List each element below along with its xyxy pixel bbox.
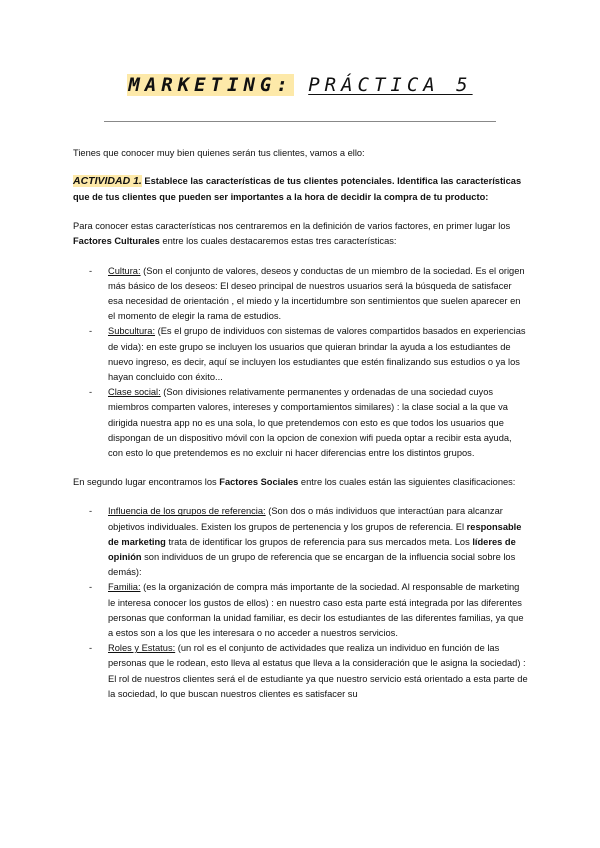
item-text: (es la organización de compra más importante de la sociedad. Al responsable de marketing le interesa conocer los gustos de ellos) : en nuestro caso esta parte está integrada por las diferentes personas que conforman la unidad familiar, es decir los estudiantes de las diferentes familias, ya que a estos son a los que les interesara o no acceder a nuestros servicios. — [108, 582, 524, 639]
dash-bullet: - — [89, 506, 93, 517]
social-intro-post: entre los cuales están las siguientes clasificaciones: — [298, 477, 516, 488]
item-bold: responsable de marketing — [108, 521, 522, 547]
item-text: trata de identificar los grupos de referencia para sus mercados meta. Los — [165, 536, 473, 547]
dash-bullet: - — [89, 387, 93, 398]
item-text: son individuos de un grupo de referencia que se encargan de la influencia social sobre los demás): — [108, 552, 516, 578]
title-main: MARKETING: — [128, 74, 293, 96]
social-intro-bold: Factores Sociales — [219, 477, 299, 488]
item-term: Familia: — [108, 582, 141, 593]
social-factors-list — [73, 504, 528, 702]
title-divider — [104, 121, 496, 122]
item-text: (Son dos o más individuos que interactúan para alcanzar objetivos individuales. Existen los grupos de pertenencia y los grupos de referencia. El — [108, 506, 503, 532]
activity-label: ACTIVIDAD 1. — [73, 175, 142, 188]
cultural-intro-bold: Factores Culturales — [73, 236, 160, 247]
dash-bullet: - — [89, 643, 93, 654]
list-item — [73, 641, 528, 702]
item-text: (Son el conjunto de valores, deseos y conductas de un miembro de la sociedad. Es el origen más básico de los deseos: El deseo principal de nuestros usuarios será la búsqueda de satisfacer esa necesidad de orientación , el miedo y la incertidumbre son sentimientos que suelen aparecer en el momento de elegir la rama de estudios. — [108, 265, 525, 322]
social-intro-pre: En segundo lugar encontramos los — [73, 477, 220, 488]
list-item — [73, 580, 528, 641]
list-item — [73, 264, 528, 325]
dash-bullet: - — [89, 326, 93, 337]
item-text: (un rol es el conjunto de actividades que realiza un individuo en función de las personas que le rodean, esto lleva al estatus que lleva a la consideración que le asigna la sociedad) : El rol de nuestros clientes será el de estudiante ya que nuestro servicio está orientado a esta parte de la sociedad, lo que buscan nuestros clientes es satisfacer su — [108, 643, 528, 699]
item-term: Cultura: — [108, 265, 141, 276]
list-item — [73, 504, 528, 580]
list-item — [73, 385, 528, 461]
item-term: Subcultura: — [108, 326, 156, 337]
item-text: (Son divisiones relativamente permanentes y ordenadas de una sociedad cuyos miembros comparten valores, intereses y comportamientos similares) : la clase social a la que va dirigida nuestra app no es una sola, lo que pretendemos con esto es que todos los usuarios que dispongan de un dispositivo móvil con la opcion de conexion wifi pueda optar a recibir esta ayuda, con esto lo que pretendemos es no excluir ni hacer diferencias entre los distintos grupos. — [108, 387, 512, 459]
item-text: (Es el grupo de individuos con sistemas de valores compartidos basados en experiencias de vida): en este grupo se incluyen los usuarios que quieran brindar la ayuda a los estudiantes de nuevo ingreso, es decir, aquí se incluyen los estudiantes que estén finalizando sus estudios o ya los hayan concluido con éxito... — [108, 326, 526, 383]
page-title — [0, 74, 600, 96]
cultural-intro-pre: Para conocer estas características nos centraremos en la definición de varios factores, en primer lugar los — [73, 221, 511, 232]
list-item — [73, 324, 528, 385]
dash-bullet: - — [89, 265, 93, 276]
intro-paragraph: Tienes que conocer muy bien quienes serán tus clientes, vamos a ello: — [73, 148, 365, 158]
item-term: Roles y Estatus: — [108, 643, 176, 654]
activity-text: Establece las características de tus clientes potenciales. Identifica las características que de tus clientes que pueden ser importantes a la hora de decidir la compra de tu producto: — [73, 176, 522, 202]
document-body — [73, 146, 528, 716]
cultural-factors-list — [73, 264, 528, 462]
item-bold: líderes de opinión — [108, 536, 516, 563]
item-term: Clase social: — [108, 387, 161, 398]
title-sub: PRÁCTICA 5 — [308, 74, 473, 96]
cultural-intro-paragraph — [73, 219, 528, 249]
activity-paragraph — [73, 174, 528, 205]
social-intro-paragraph — [73, 475, 528, 490]
item-term: Influencia de los grupos de referencia: — [108, 506, 266, 517]
cultural-intro-post: entre los cuales destacaremos estas tres características: — [159, 236, 397, 247]
dash-bullet: - — [89, 582, 93, 593]
